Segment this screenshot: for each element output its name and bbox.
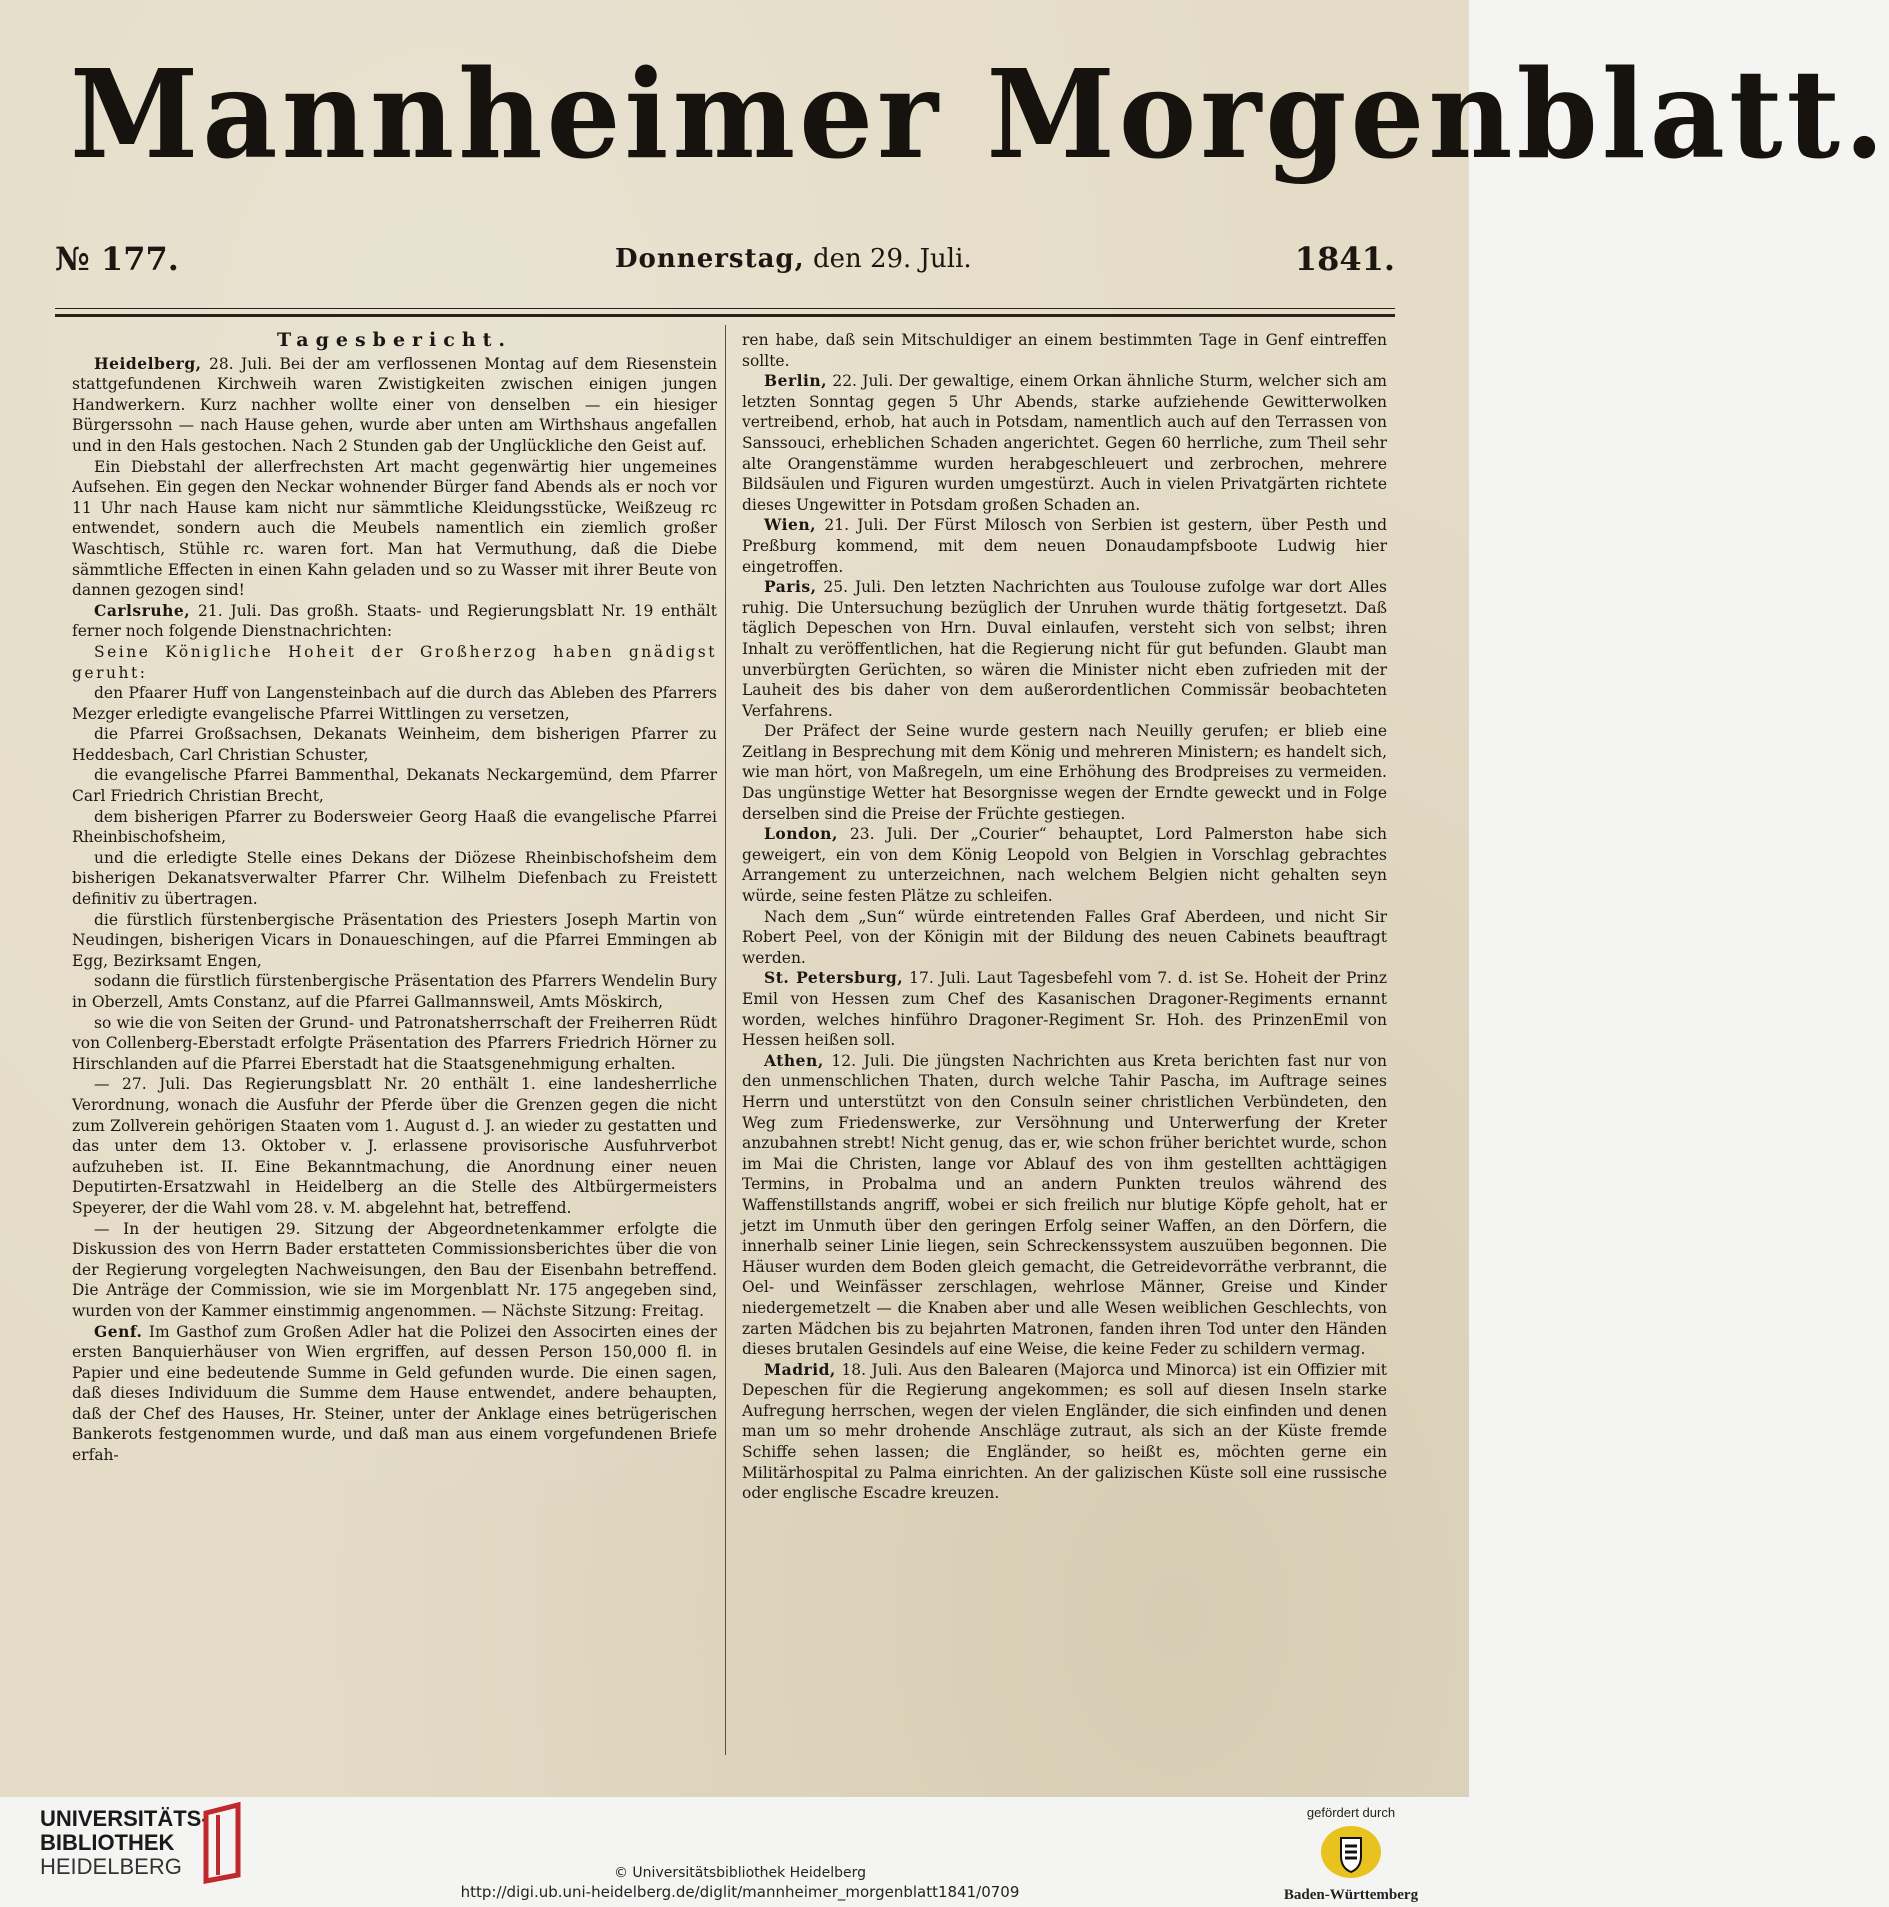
dateline-place: Berlin, [764,371,828,391]
article-text: 21. Juli. Der Fürst Milosch von Serbien ist gestern, über Pesth und Preßburg kommend, mit dem neuen Donaudampfsboote Ludwig hier eingetroffen. [742,516,1387,576]
library-name [40,1807,209,1879]
state-name: Baden-Württemberg [1283,1887,1419,1903]
article-paragraph: Nach dem „Sun“ würde eintretenden Falles Graf Aberdeen, und nicht Sir Robert Peel, von der Königin mit der Bildung des neuen Cabinets beauftragt werden. [742,907,1387,967]
column-divider [725,325,726,1755]
dateline-place: Wien, [764,515,817,535]
dateline-place: London, [764,824,838,844]
section-heading: Tagesbericht. [276,329,513,351]
issue-number: № 177. [55,240,179,278]
left-column [72,330,717,1466]
article-athen [742,1051,1387,1360]
article-genf [72,1322,717,1466]
dateline [55,240,1395,290]
article-text: 12. Juli. Die jüngsten Nachrichten aus Kreta berichten fast nur von den unmenschlichen Thaten, durch welche Tahir Pascha, im Auftrage seines Herrn und unterstützt von den Consuln seiner christlichen Verbündeten, den Weg zum Friedenswerke, zur Versöhnung und Unterwerfung der Kreter anzubahnen strebt! Nicht genug, das er, wie schon früher berichtet wurde, schon im Mai die Christen, lange vor Ablauf des von ihm gestellten achttägigen Termins, in Probalma und an andern Punkten treulos während des Waffenstillstands angriff, wobei er sich freilich nur blutige Köpfe geholt, hat er jetzt im Unmuth über den geringen Erfolg seiner Waffen, an den Dörfern, die innerhalb seiner Linie liegen, sein Schreckenssystem auszuüben begonnen. Die Häuser wurden dem Boden gleich gemacht, die Getreidevorräthe verbrannt, die Oel- und Weinfässer zerschlagen, wehrlose Männer, Greise und Kinder niedergemetzelt — die Knaben aber und alle Wesen weiblichen Geschlechts, von zarten Mädchen bis zu bejahrten Matronen, fanden ihren Tod unter den Händen dieses brutalen Gesindels auf eine Weise, die keine Feder zu schildern vermag. [742,1051,1387,1359]
article-carlsruhe [72,601,717,642]
article-paragraph: die evangelische Pfarrei Bammenthal, Dekanats Neckargemünd, dem Pfarrer Carl Friedrich Christian Brecht, [72,766,717,806]
dateline-place: Paris, [764,577,817,597]
weekday: Donnerstag, [615,244,805,274]
issue-year: 1841. [1294,240,1395,278]
date-text: den 29. Juli. [812,244,972,274]
permalink-url[interactable]: http://digi.ub.uni-heidelberg.de/diglit/mannheimer_morgenblatt1841/0709 [460,1883,1020,1901]
article-paragraph: Seine Königliche Hoheit der Großherzog haben gnädigst geruht: [72,642,717,682]
library-book-icon [200,1803,250,1883]
article-text: 22. Juli. Der gewaltige, einem Orkan ähnliche Sturm, welcher sich am letzten Sonntag gegen 5 Uhr Abends, starke aufziehende Gewitterwolken vertreibend, erhob, hat auch in Potsdam, namentlich auch auf den Terrassen von Sanssouci, erheblichen Schaden angerichtet. Gegen 60 herrliche, zum Theil sehr alte Orangenstämme wurden herabgeschleuert und zerbrochen, mehrere Bildsäulen und Figuren wurden umgestürzt. Auch in vielen Privatgärten richtete dieses Ungewitter in Potsdam großen Schaden an. [742,372,1387,514]
article-madrid [742,1360,1387,1504]
article-paragraph: Ein Diebstahl der allerfrechsten Art macht gegenwärtig hier ungemeines Aufsehen. Ein gegen den Neckar wohnender Bürger fand Abends als er noch vor 11 Uhr nach Hause kam nicht nur sämmtliche Kleidungsstücke, Weißzeug rc entwendet, sondern auch die Meubels namentlich ein ziemlich großer Waschtisch, Stühle rc. waren fort. Man hat Vermuthung, daß die Diebe sämmtliche Effecten in einen Kahn geladen und so zu Wasser mit ihrer Beute von dannen gezogen sind! [72,457,717,600]
article-paragraph: und die erledigte Stelle eines Dekans der Diözese Rheinbischofsheim dem bisherigen Dekanatsverwalter Pfarrer Chr. Wilhelm Diefenbach zu Freistett definitiv zu übertragen. [72,848,717,909]
issue-date [615,244,972,274]
library-name-line: UNIVERSITÄTS- [40,1806,209,1831]
article-london [742,824,1387,906]
header-rule-thick [55,314,1395,317]
article-heidelberg [72,354,717,457]
article-paragraph: so wie die von Seiten der Grund- und Patronatsherrschaft der Freiherren Rüdt von Collenberg-Eberstadt erfolgte Präsentation des Pfarrers Friedrich Hörner zu Hirschlanden auf die Pfarrei Eberstadt hat die Staatsgenehmigung erhalten. [72,1013,717,1073]
dateline-place: Athen, [764,1050,824,1070]
article-paragraph: — In der heutigen 29. Sitzung der Abgeordnetenkammer erfolgte die Diskussion des von Herrn Bader erstatteten Commissionsberichtes über die von der Regierung vorgelegten Nachweisungen, den Bau der Eisenbahn betreffend. Die Anträge der Commission, wie sie im Morgenblatt Nr. 175 angegeben sind, wurden von der Kammer einstimmig angenommen. — Nächste Sitzung: Freitag. [72,1219,717,1320]
article-petersburg [742,968,1387,1050]
state-seal-icon [1319,1824,1383,1880]
dateline-place: Madrid, [764,1359,836,1379]
funding-logo[interactable] [1281,1805,1421,1904]
dateline-place: Genf. [94,1321,143,1341]
article-text: Im Gasthof zum Großen Adler hat die Polizei den Associrten eines der ersten Banquierhäuser von Wien ergriffen, auf dessen Person 150,000 fl. in Papier und eine bedeutende Summe in Geld gefunden wurde. Die einen sagen, daß dieses Individuum die Summe dem Hause entwendet, andere behaupten, daß der Chef des Hauses, Hr. Steiner, unter der Anklage eines betrügerischen Bankerots festgenommen wurde, und daß man aus einem vorgefundenen Briefe erfah- [72,1322,717,1465]
article-text: 28. Juli. Bei der am verflossenen Montag auf dem Riesenstein stattgefundenen Kirchweih waren Zwistigkeiten zwischen einigen jungen Handwerkern. Kurz nachher wollte einer von denselben — ein hiesiger Bürgerssohn — nach Hause gehen, wurde aber unten am Wirthshaus angefallen und in den Hals gestochen. Nach 2 Stunden gab der Unglückliche den Geist auf. [72,354,717,455]
header-rule-thin [55,308,1395,309]
article-text: 21. Juli. Das großh. Staats- und Regierungsblatt Nr. 19 enthält ferner noch folgende Dienstnachrichten: [72,601,717,641]
library-name-line: HEIDELBERG [40,1854,182,1879]
article-paragraph: sodann die fürstlich fürstenbergische Präsentation des Pfarrers Wendelin Bury in Oberzell, Amts Constanz, auf die Pfarrei Gallmannsweil, Amts Möskirch, [72,972,717,1011]
university-library-logo[interactable] [40,1799,270,1889]
article-wien [742,515,1387,577]
library-name-line: BIBLIOTHEK [40,1830,175,1855]
article-paragraph: ren habe, daß sein Mitschuldiger an einem bestimmten Tage in Genf eintreffen sollte. [742,331,1387,370]
right-column [742,330,1387,1504]
masthead-title: Mannheimer Morgenblatt. [70,43,1889,187]
article-berlin [742,371,1387,515]
article-text: 17. Juli. Laut Tagesbefehl vom 7. d. ist Se. Hoheit der Prinz Emil von Hessen zum Chef des Kasanischen Dragoner-Regiments ernannt worden, welches hinführo Dragoner-Regiment Sr. Hoh. des PrinzenEmil von Hessen heißen soll. [742,969,1387,1050]
article-text: 23. Juli. Der „Courier“ behauptet, Lord Palmerston habe sich geweigert, ein von dem König Leopold von Belgien in Vorschlag gebrachtes Arrangement zu unterzeichnen, nach welchem Belgien nicht gehalten seyn würde, seine festen Plätze zu schleifen. [742,825,1388,906]
copyright-notice: © Universitätsbibliothek Heidelberg [613,1865,866,1881]
dateline-place: Heidelberg, [94,353,202,373]
article-text: 18. Juli. Aus den Balearen (Majorca und Minorca) ist ein Offizier mit Depeschen für die Regierung angekommen; es soll auf diesen Inseln starke Aufregung herrschen, wegen der vielen Engländer, die sich einfinden und denen man um so mehr drohende Anschläge zutraut, als sich an der Küste fremde Schiffe sehen lassen; die Engländer, so heißt es, möchten gerne ein Militärhospital zu Palma einrichten. An der galizischen Küste soll eine russische oder englische Escadre kreuzen. [742,1360,1388,1503]
article-paragraph: die Pfarrei Großsachsen, Dekanats Weinheim, dem bisherigen Pfarrer zu Heddesbach, Carl Christian Schuster, [72,725,717,764]
article-paragraph: Der Präfect der Seine wurde gestern nach Neuilly gerufen; er blieb eine Zeitlang in Besprechung mit dem König und mehreren Ministern; es handelt sich, wie man hört, von Maßregeln, um eine Erhöhung des Brodpreises zu vermeiden. Das ungünstige Wetter hat Besorgnisse wegen der Erndte geweckt und in Folge derselben sind die Preise der Früchte gestiegen. [742,722,1387,823]
article-paris [742,577,1387,721]
dateline-place: St. Petersburg, [764,968,904,988]
article-paragraph: — 27. Juli. Das Regierungsblatt Nr. 20 enthält 1. eine landesherrliche Verordnung, wonach die Ausfuhr der Pferde über die Grenzen gegen die nicht zum Zollverein gehörigen Staaten vom 1. August d. J. an wieder zu gestatten und das unter dem 13. Oktober v. J. erlassene provisorische Ausfuhrverbot aufzuheben ist. II. Eine Bekanntmachung, die Anordnung einer neuen Deputirten-Ersatzwahl in Heidelberg an die Stelle des Altbürgermeisters Speyerer, der die Wahl vom 28. v. M. abgelehnt hat, betreffend. [72,1075,717,1217]
article-paragraph: dem bisherigen Pfarrer zu Bodersweier Georg Haaß die evangelische Pfarrei Rheinbischofsheim, [72,807,717,847]
dateline-place: Carlsruhe, [94,600,191,620]
funded-by-label: gefördert durch [1306,1805,1396,1820]
viewer-footer [0,1797,1469,1907]
article-text: 25. Juli. Den letzten Nachrichten aus Toulouse zufolge war dort Alles ruhig. Die Untersuchung bezüglich der Unruhen wurde thätig fortgesetzt. Daß täglich Depeschen von Hrn. Duval einlaufen, versteht sich von selbst; ihren Inhalt zu veröffentlichen, hat die Regierung nicht für gut befunden. Glaubt man unverbürgten Gerüchten, so wären die Minister nicht eben zufrieden mit der Lauheit des bis daher von dem außerordentlichen Commissär beobachteten Verfahrens. [742,578,1387,720]
article-paragraph: den Pfaarer Huff von Langensteinbach auf die durch das Ableben des Pfarrers Mezger erledigte evangelische Pfarrei Wittlingen zu versetzen, [72,684,717,723]
article-paragraph: die fürstlich fürstenbergische Präsentation des Priesters Joseph Martin von Neudingen, bisherigen Vicars in Donaueschingen, auf die Pfarrei Emmingen ab Egg, Bezirksamt Engen, [72,910,717,970]
